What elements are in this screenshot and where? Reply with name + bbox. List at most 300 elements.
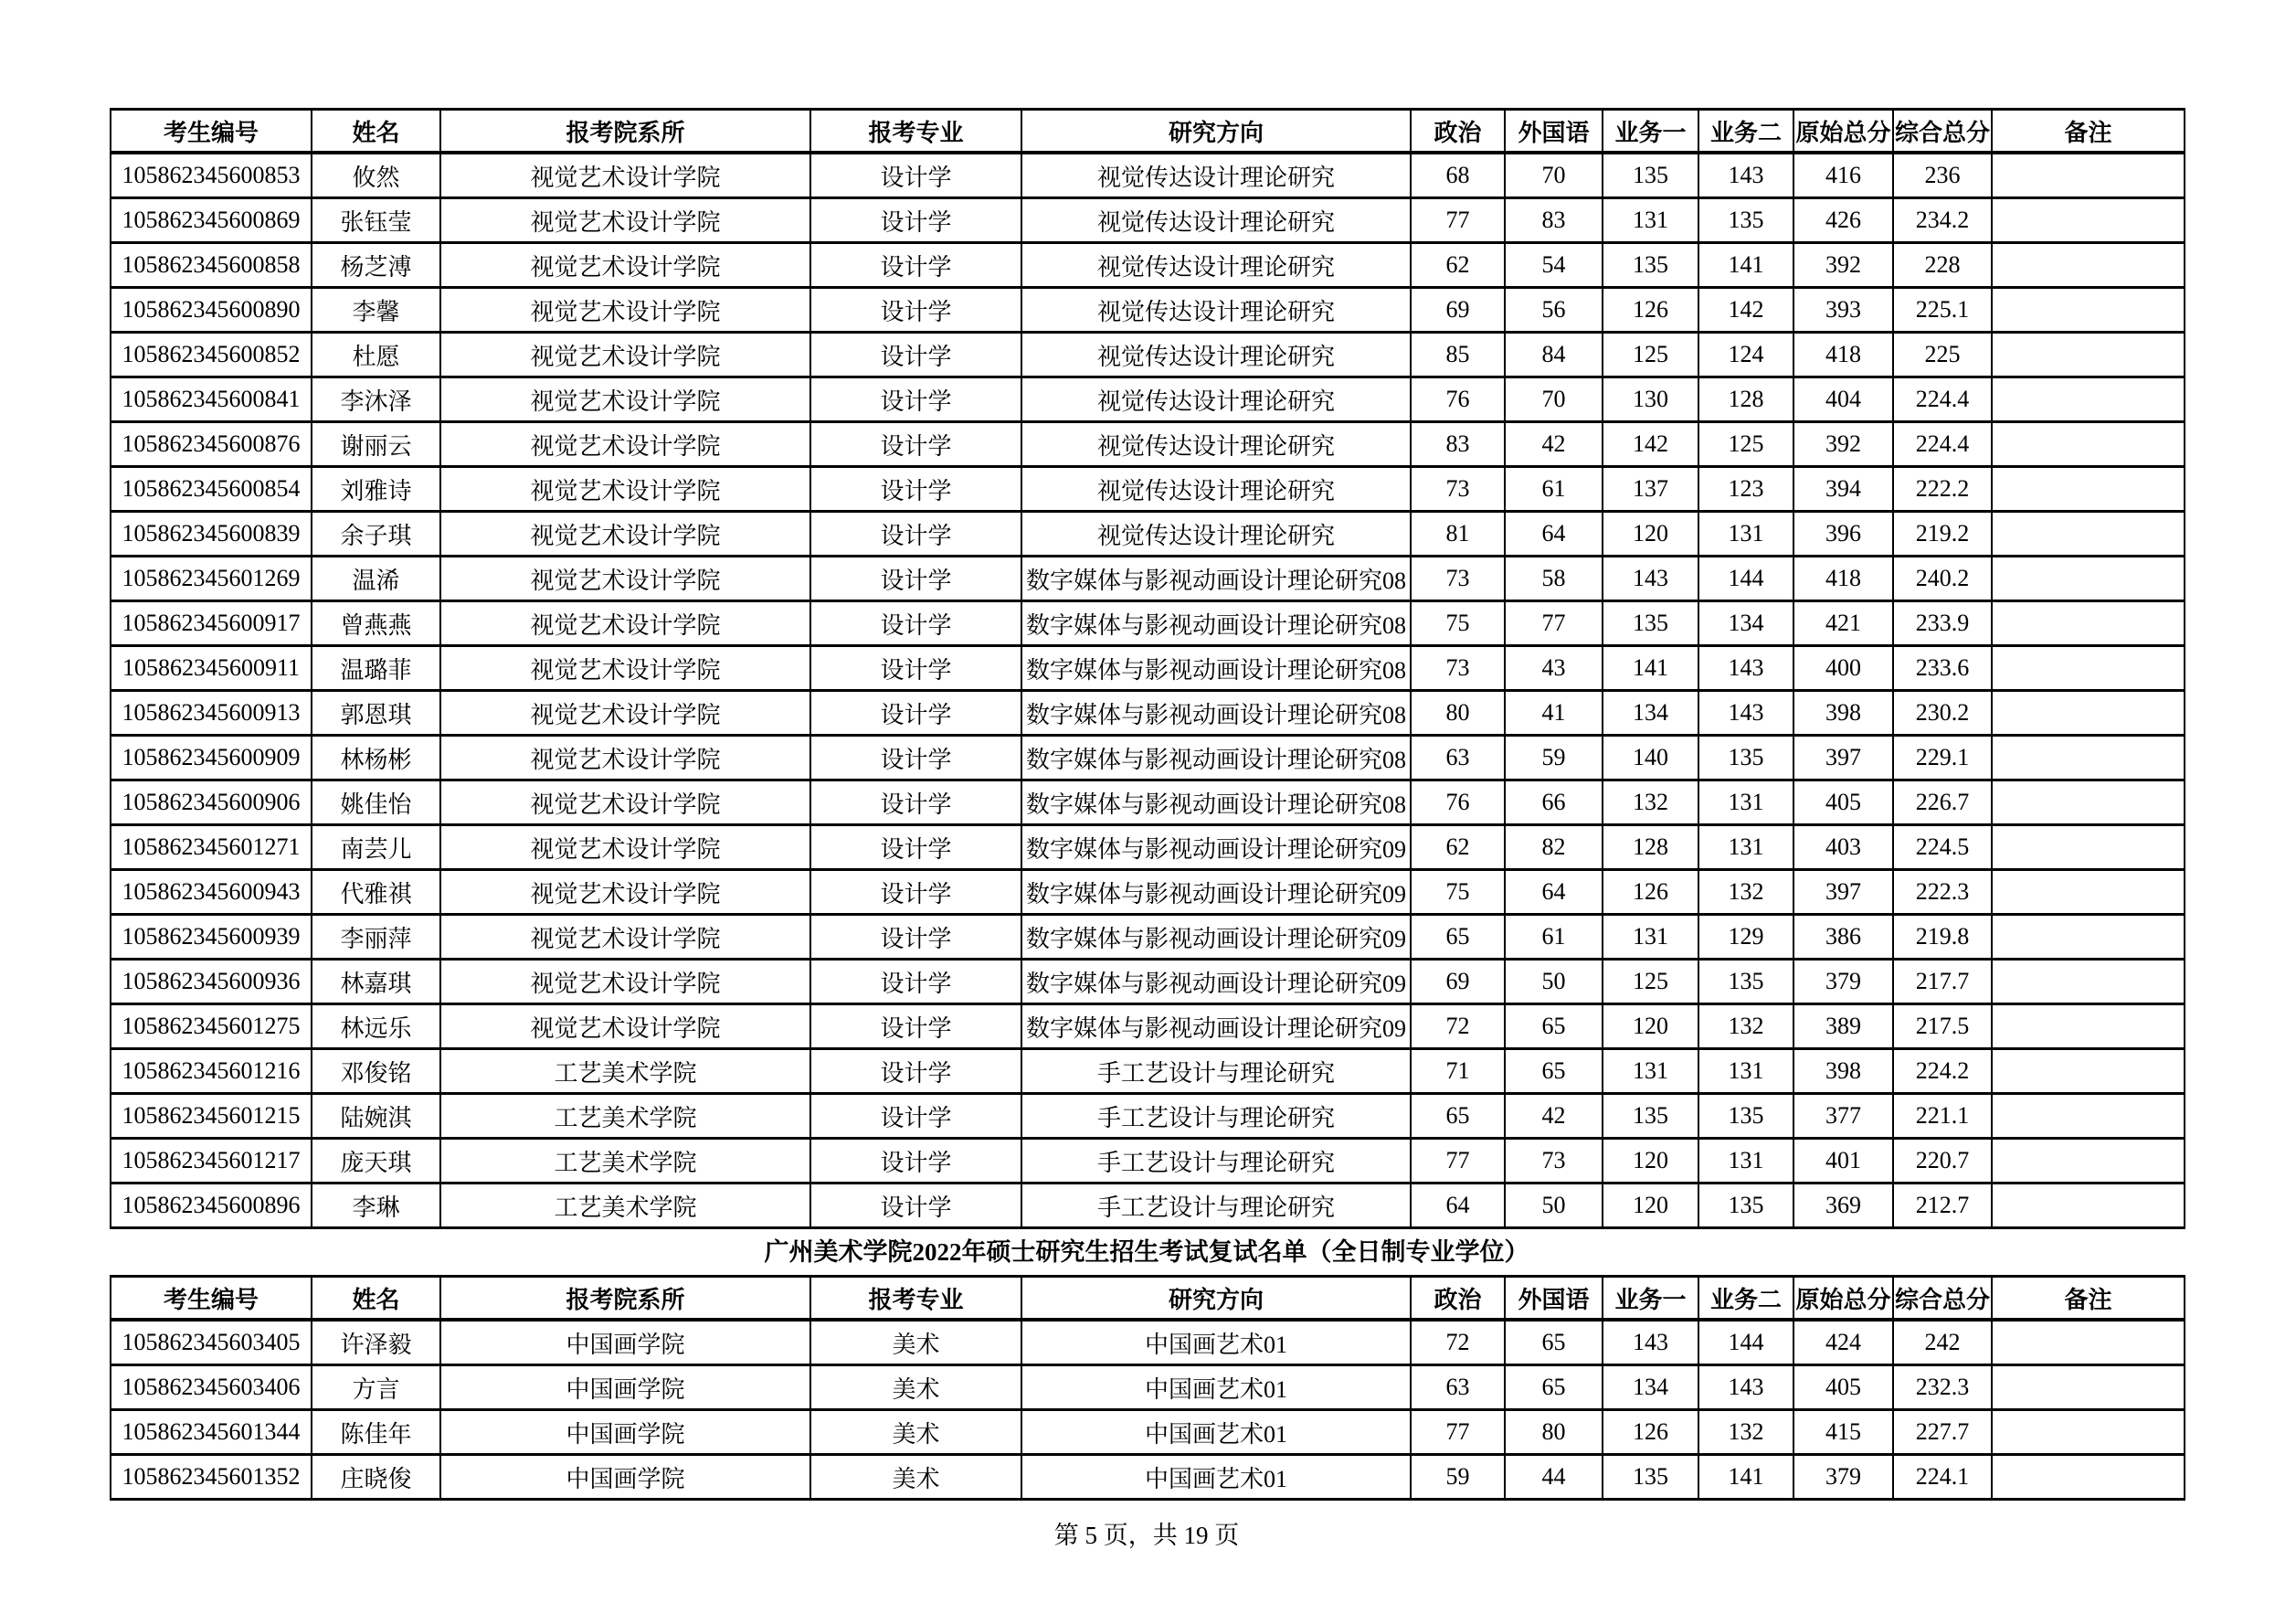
comprehensive-total: 224.4	[1893, 422, 1992, 467]
research-direction: 中国画艺术01	[1021, 1410, 1411, 1455]
table-row	[111, 825, 2185, 870]
comprehensive-total: 224.1	[1893, 1455, 1992, 1500]
research-direction: 视觉传达设计理论研究	[1021, 288, 1411, 333]
table-row	[111, 467, 2185, 512]
name: 方言	[312, 1365, 440, 1410]
research-direction: 视觉传达设计理论研究	[1021, 153, 1411, 198]
name: 温浠	[312, 557, 440, 601]
table-row	[111, 780, 2185, 825]
name: 邓俊铭	[312, 1049, 440, 1094]
table-row	[111, 1455, 2185, 1500]
name: 林杨彬	[312, 736, 440, 780]
score-business-1: 134	[1603, 1365, 1698, 1410]
department: 视觉艺术设计学院	[440, 691, 810, 736]
comprehensive-total: 222.2	[1893, 467, 1992, 512]
score-business-2: 142	[1698, 288, 1793, 333]
raw-total: 389	[1793, 1004, 1893, 1049]
score-business-1: 137	[1603, 467, 1698, 512]
raw-total: 400	[1793, 646, 1893, 691]
name: 杨芝溥	[312, 243, 440, 288]
research-direction: 数字媒体与影视动画设计理论研究09	[1021, 870, 1411, 915]
candidate-number: 105862345601217	[111, 1139, 312, 1184]
research-direction: 数字媒体与影视动画设计理论研究08	[1021, 736, 1411, 780]
name: 刘雅诗	[312, 467, 440, 512]
score-business-2: 143	[1698, 153, 1793, 198]
comprehensive-total: 212.7	[1893, 1184, 1992, 1228]
major: 设计学	[810, 825, 1021, 870]
score-politics: 73	[1411, 467, 1505, 512]
score-business-1: 131	[1603, 915, 1698, 960]
column-header-raw-total: 原始总分	[1793, 1277, 1893, 1321]
research-direction: 视觉传达设计理论研究	[1021, 422, 1411, 467]
remarks	[1992, 243, 2185, 288]
score-politics: 85	[1411, 333, 1505, 377]
department: 视觉艺术设计学院	[440, 870, 810, 915]
column-header-remarks: 备注	[1992, 110, 2185, 154]
score-foreign-language: 50	[1505, 960, 1603, 1004]
score-business-1: 120	[1603, 1004, 1698, 1049]
score-business-2: 135	[1698, 198, 1793, 243]
score-business-1: 125	[1603, 333, 1698, 377]
header-row	[111, 110, 2185, 154]
candidate-number: 105862345601352	[111, 1455, 312, 1500]
remarks	[1992, 960, 2185, 1004]
score-politics: 80	[1411, 691, 1505, 736]
score-business-1: 135	[1603, 1455, 1698, 1500]
column-header-department: 报考院系所	[440, 110, 810, 154]
remarks	[1992, 825, 2185, 870]
department: 中国画学院	[440, 1320, 810, 1365]
score-business-1: 132	[1603, 780, 1698, 825]
raw-total: 379	[1793, 960, 1893, 1004]
department: 工艺美术学院	[440, 1139, 810, 1184]
comprehensive-total: 225.1	[1893, 288, 1992, 333]
score-business-1: 135	[1603, 243, 1698, 288]
column-header-name: 姓名	[312, 1277, 440, 1321]
remarks	[1992, 1139, 2185, 1184]
major: 设计学	[810, 915, 1021, 960]
table-row	[111, 1049, 2185, 1094]
remarks	[1992, 288, 2185, 333]
raw-total: 405	[1793, 1365, 1893, 1410]
comprehensive-total: 222.3	[1893, 870, 1992, 915]
name: 庞天琪	[312, 1139, 440, 1184]
raw-total: 398	[1793, 691, 1893, 736]
remarks	[1992, 646, 2185, 691]
raw-total: 392	[1793, 422, 1893, 467]
remarks	[1992, 780, 2185, 825]
department: 工艺美术学院	[440, 1049, 810, 1094]
department: 视觉艺术设计学院	[440, 736, 810, 780]
score-politics: 73	[1411, 557, 1505, 601]
candidate-number: 105862345600911	[111, 646, 312, 691]
candidate-number: 105862345601215	[111, 1094, 312, 1139]
candidate-number: 105862345600876	[111, 422, 312, 467]
table-row	[111, 198, 2185, 243]
score-politics: 77	[1411, 1410, 1505, 1455]
comprehensive-total: 219.2	[1893, 512, 1992, 557]
score-business-2: 132	[1698, 1410, 1793, 1455]
candidate-number: 105862345600906	[111, 780, 312, 825]
major: 设计学	[810, 557, 1021, 601]
table-row	[111, 1139, 2185, 1184]
remarks	[1992, 915, 2185, 960]
remarks	[1992, 512, 2185, 557]
score-business-2: 141	[1698, 243, 1793, 288]
raw-total: 398	[1793, 1049, 1893, 1094]
department: 视觉艺术设计学院	[440, 557, 810, 601]
column-header-candidate-number: 考生编号	[111, 110, 312, 154]
score-foreign-language: 59	[1505, 736, 1603, 780]
score-politics: 62	[1411, 825, 1505, 870]
candidate-number: 105862345600939	[111, 915, 312, 960]
score-business-1: 140	[1603, 736, 1698, 780]
score-business-2: 128	[1698, 377, 1793, 422]
page-number: 第 5 页，共 19 页	[1053, 1522, 1240, 1549]
column-header-score-business-1: 业务一	[1603, 110, 1698, 154]
remarks	[1992, 333, 2185, 377]
score-foreign-language: 61	[1505, 915, 1603, 960]
raw-total: 386	[1793, 915, 1893, 960]
comprehensive-total: 232.3	[1893, 1365, 1992, 1410]
name: 温璐菲	[312, 646, 440, 691]
department: 工艺美术学院	[440, 1094, 810, 1139]
column-header-research-direction: 研究方向	[1021, 1277, 1411, 1321]
major: 美术	[810, 1455, 1021, 1500]
score-politics: 59	[1411, 1455, 1505, 1500]
admission-results-table-1	[110, 108, 2185, 1229]
raw-total: 405	[1793, 780, 1893, 825]
department: 中国画学院	[440, 1455, 810, 1500]
name: 庄晓俊	[312, 1455, 440, 1500]
score-foreign-language: 42	[1505, 1094, 1603, 1139]
score-foreign-language: 65	[1505, 1004, 1603, 1049]
comprehensive-total: 225	[1893, 333, 1992, 377]
name: 余子琪	[312, 512, 440, 557]
score-politics: 77	[1411, 1139, 1505, 1184]
research-direction: 数字媒体与影视动画设计理论研究08	[1021, 557, 1411, 601]
department: 中国画学院	[440, 1365, 810, 1410]
column-header-score-politics: 政治	[1411, 110, 1505, 154]
department: 视觉艺术设计学院	[440, 198, 810, 243]
research-direction: 手工艺设计与理论研究	[1021, 1184, 1411, 1228]
candidate-number: 105862345600869	[111, 198, 312, 243]
column-header-name: 姓名	[312, 110, 440, 154]
name: 谢丽云	[312, 422, 440, 467]
score-business-2: 135	[1698, 1184, 1793, 1228]
score-business-1: 120	[1603, 512, 1698, 557]
score-business-1: 135	[1603, 1094, 1698, 1139]
comprehensive-total: 227.7	[1893, 1410, 1992, 1455]
name: 张钰莹	[312, 198, 440, 243]
remarks	[1992, 467, 2185, 512]
table-row	[111, 1094, 2185, 1139]
research-direction: 视觉传达设计理论研究	[1021, 243, 1411, 288]
comprehensive-total: 229.1	[1893, 736, 1992, 780]
score-business-1: 125	[1603, 960, 1698, 1004]
table-row	[111, 870, 2185, 915]
candidate-number: 105862345600917	[111, 601, 312, 646]
remarks	[1992, 1455, 2185, 1500]
major: 设计学	[810, 333, 1021, 377]
header-row	[111, 1277, 2185, 1321]
table-row	[111, 1184, 2185, 1228]
raw-total: 404	[1793, 377, 1893, 422]
raw-total: 369	[1793, 1184, 1893, 1228]
admission-results-table-2	[110, 1275, 2185, 1501]
column-header-score-foreign-language: 外国语	[1505, 1277, 1603, 1321]
score-politics: 71	[1411, 1049, 1505, 1094]
major: 设计学	[810, 870, 1021, 915]
table-row	[111, 422, 2185, 467]
remarks	[1992, 736, 2185, 780]
score-business-2: 143	[1698, 691, 1793, 736]
department: 视觉艺术设计学院	[440, 467, 810, 512]
score-politics: 81	[1411, 512, 1505, 557]
column-header-score-business-2: 业务二	[1698, 1277, 1793, 1321]
candidate-number: 105862345601216	[111, 1049, 312, 1094]
score-business-2: 125	[1698, 422, 1793, 467]
table-row	[111, 377, 2185, 422]
table-row	[111, 691, 2185, 736]
major: 设计学	[810, 377, 1021, 422]
raw-total: 426	[1793, 198, 1893, 243]
research-direction: 视觉传达设计理论研究	[1021, 512, 1411, 557]
table-row	[111, 915, 2185, 960]
score-politics: 63	[1411, 736, 1505, 780]
score-foreign-language: 42	[1505, 422, 1603, 467]
table-row	[111, 960, 2185, 1004]
comprehensive-total: 233.9	[1893, 601, 1992, 646]
table-row	[111, 1004, 2185, 1049]
comprehensive-total: 219.8	[1893, 915, 1992, 960]
candidate-number: 105862345600943	[111, 870, 312, 915]
score-foreign-language: 80	[1505, 1410, 1603, 1455]
score-politics: 75	[1411, 601, 1505, 646]
candidate-number: 105862345601269	[111, 557, 312, 601]
research-direction: 数字媒体与影视动画设计理论研究08	[1021, 601, 1411, 646]
major: 设计学	[810, 780, 1021, 825]
major: 美术	[810, 1410, 1021, 1455]
column-header-comprehensive-total: 综合总分	[1893, 110, 1992, 154]
department: 视觉艺术设计学院	[440, 780, 810, 825]
score-business-2: 134	[1698, 601, 1793, 646]
major: 设计学	[810, 467, 1021, 512]
score-business-2: 141	[1698, 1455, 1793, 1500]
name: 姚佳怡	[312, 780, 440, 825]
comprehensive-total: 226.7	[1893, 780, 1992, 825]
department: 视觉艺术设计学院	[440, 512, 810, 557]
remarks	[1992, 1094, 2185, 1139]
score-business-1: 143	[1603, 1320, 1698, 1365]
score-politics: 65	[1411, 915, 1505, 960]
column-header-major: 报考专业	[810, 110, 1021, 154]
remarks	[1992, 557, 2185, 601]
table-row	[111, 333, 2185, 377]
score-politics: 72	[1411, 1004, 1505, 1049]
score-foreign-language: 70	[1505, 377, 1603, 422]
column-header-candidate-number: 考生编号	[111, 1277, 312, 1321]
name: 林远乐	[312, 1004, 440, 1049]
name: 代雅祺	[312, 870, 440, 915]
raw-total: 393	[1793, 288, 1893, 333]
remarks	[1992, 377, 2185, 422]
remarks	[1992, 198, 2185, 243]
section-title: 广州美术学院2022年硕士研究生招生考试复试名单（全日制专业学位）	[764, 1238, 1529, 1266]
raw-total: 415	[1793, 1410, 1893, 1455]
score-foreign-language: 54	[1505, 243, 1603, 288]
raw-total: 379	[1793, 1455, 1893, 1500]
comprehensive-total: 217.5	[1893, 1004, 1992, 1049]
score-business-2: 132	[1698, 870, 1793, 915]
candidate-number: 105862345600853	[111, 153, 312, 198]
name: 李丽萍	[312, 915, 440, 960]
score-politics: 73	[1411, 646, 1505, 691]
major: 设计学	[810, 1094, 1021, 1139]
major: 设计学	[810, 691, 1021, 736]
candidate-number: 105862345603405	[111, 1320, 312, 1365]
score-business-2: 131	[1698, 1049, 1793, 1094]
remarks	[1992, 1365, 2185, 1410]
column-header-major: 报考专业	[810, 1277, 1021, 1321]
column-header-score-foreign-language: 外国语	[1505, 110, 1603, 154]
research-direction: 数字媒体与影视动画设计理论研究09	[1021, 915, 1411, 960]
table-row	[111, 601, 2185, 646]
score-politics: 75	[1411, 870, 1505, 915]
candidate-number: 105862345600858	[111, 243, 312, 288]
score-business-2: 124	[1698, 333, 1793, 377]
department: 视觉艺术设计学院	[440, 153, 810, 198]
table-row	[111, 736, 2185, 780]
score-foreign-language: 65	[1505, 1365, 1603, 1410]
name: 李琳	[312, 1184, 440, 1228]
table-row	[111, 512, 2185, 557]
major: 设计学	[810, 1049, 1021, 1094]
name: 郭恩琪	[312, 691, 440, 736]
score-foreign-language: 77	[1505, 601, 1603, 646]
department: 视觉艺术设计学院	[440, 377, 810, 422]
candidate-number: 105862345600896	[111, 1184, 312, 1228]
department: 中国画学院	[440, 1410, 810, 1455]
major: 设计学	[810, 736, 1021, 780]
score-politics: 76	[1411, 377, 1505, 422]
name: 林嘉琪	[312, 960, 440, 1004]
raw-total: 416	[1793, 153, 1893, 198]
research-direction: 手工艺设计与理论研究	[1021, 1139, 1411, 1184]
remarks	[1992, 1410, 2185, 1455]
score-foreign-language: 64	[1505, 512, 1603, 557]
research-direction: 中国画艺术01	[1021, 1320, 1411, 1365]
score-politics: 64	[1411, 1184, 1505, 1228]
name: 杜愿	[312, 333, 440, 377]
score-foreign-language: 83	[1505, 198, 1603, 243]
comprehensive-total: 236	[1893, 153, 1992, 198]
table-row	[111, 557, 2185, 601]
score-politics: 77	[1411, 198, 1505, 243]
major: 美术	[810, 1365, 1021, 1410]
research-direction: 中国画艺术01	[1021, 1455, 1411, 1500]
research-direction: 视觉传达设计理论研究	[1021, 333, 1411, 377]
score-business-2: 143	[1698, 646, 1793, 691]
score-politics: 68	[1411, 153, 1505, 198]
major: 设计学	[810, 1184, 1021, 1228]
score-business-1: 142	[1603, 422, 1698, 467]
comprehensive-total: 217.7	[1893, 960, 1992, 1004]
raw-total: 401	[1793, 1139, 1893, 1184]
raw-total: 397	[1793, 736, 1893, 780]
remarks	[1992, 153, 2185, 198]
name: 攸然	[312, 153, 440, 198]
department: 视觉艺术设计学院	[440, 825, 810, 870]
score-foreign-language: 41	[1505, 691, 1603, 736]
score-foreign-language: 66	[1505, 780, 1603, 825]
score-business-2: 129	[1698, 915, 1793, 960]
candidate-number: 105862345600936	[111, 960, 312, 1004]
score-business-2: 144	[1698, 1320, 1793, 1365]
column-header-research-direction: 研究方向	[1021, 110, 1411, 154]
column-header-score-business-2: 业务二	[1698, 110, 1793, 154]
score-foreign-language: 64	[1505, 870, 1603, 915]
score-business-1: 141	[1603, 646, 1698, 691]
major: 设计学	[810, 288, 1021, 333]
score-business-2: 131	[1698, 780, 1793, 825]
research-direction: 中国画艺术01	[1021, 1365, 1411, 1410]
name: 曾燕燕	[312, 601, 440, 646]
name: 李沐泽	[312, 377, 440, 422]
score-business-2: 135	[1698, 1094, 1793, 1139]
candidate-number: 105862345600841	[111, 377, 312, 422]
comprehensive-total: 220.7	[1893, 1139, 1992, 1184]
department: 视觉艺术设计学院	[440, 646, 810, 691]
score-business-1: 143	[1603, 557, 1698, 601]
candidate-number: 105862345601275	[111, 1004, 312, 1049]
raw-total: 397	[1793, 870, 1893, 915]
research-direction: 视觉传达设计理论研究	[1021, 198, 1411, 243]
major: 设计学	[810, 601, 1021, 646]
column-header-raw-total: 原始总分	[1793, 110, 1893, 154]
comprehensive-total: 242	[1893, 1320, 1992, 1365]
candidate-number: 105862345600890	[111, 288, 312, 333]
score-foreign-language: 65	[1505, 1049, 1603, 1094]
department: 工艺美术学院	[440, 1184, 810, 1228]
score-foreign-language: 73	[1505, 1139, 1603, 1184]
table-row	[111, 1410, 2185, 1455]
research-direction: 数字媒体与影视动画设计理论研究09	[1021, 825, 1411, 870]
score-foreign-language: 50	[1505, 1184, 1603, 1228]
score-business-1: 134	[1603, 691, 1698, 736]
score-foreign-language: 70	[1505, 153, 1603, 198]
major: 设计学	[810, 198, 1021, 243]
research-direction: 手工艺设计与理论研究	[1021, 1094, 1411, 1139]
score-politics: 83	[1411, 422, 1505, 467]
research-direction: 视觉传达设计理论研究	[1021, 467, 1411, 512]
raw-total: 394	[1793, 467, 1893, 512]
score-politics: 65	[1411, 1094, 1505, 1139]
table-row	[111, 288, 2185, 333]
column-header-remarks: 备注	[1992, 1277, 2185, 1321]
score-foreign-language: 84	[1505, 333, 1603, 377]
remarks	[1992, 422, 2185, 467]
score-politics: 76	[1411, 780, 1505, 825]
department: 视觉艺术设计学院	[440, 960, 810, 1004]
major: 设计学	[810, 243, 1021, 288]
major: 设计学	[810, 1004, 1021, 1049]
score-business-1: 126	[1603, 870, 1698, 915]
candidate-number: 105862345603406	[111, 1365, 312, 1410]
comprehensive-total: 224.5	[1893, 825, 1992, 870]
major: 设计学	[810, 153, 1021, 198]
score-business-2: 135	[1698, 960, 1793, 1004]
